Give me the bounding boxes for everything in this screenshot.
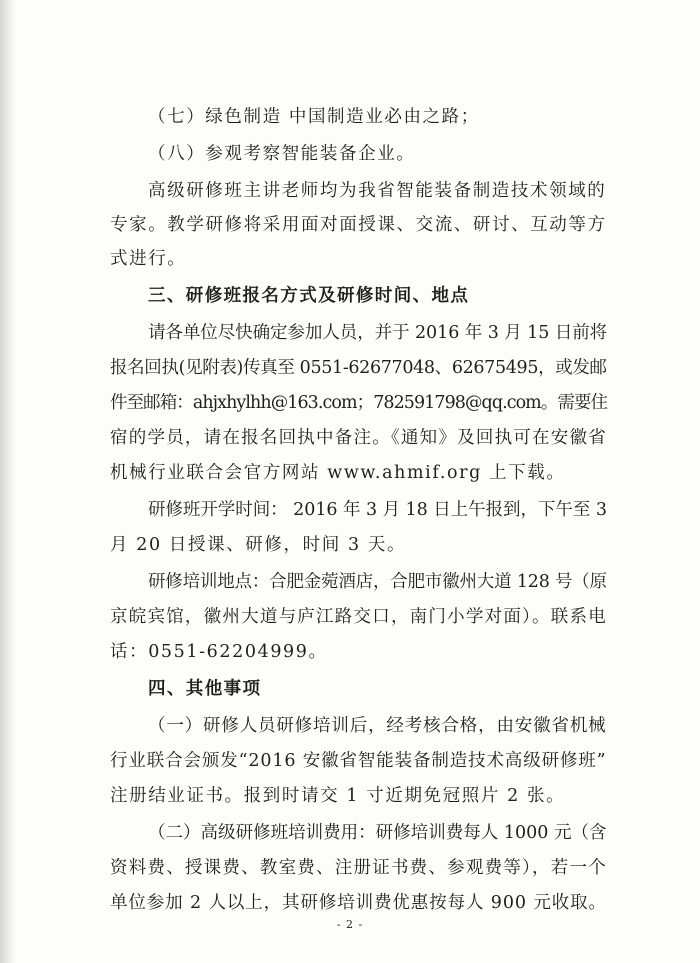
paragraph-line: 行业联合会颁发“2016 安徽省智能装备制造技术高级研修班”: [110, 751, 607, 771]
paragraph-line: 月 20 日授课、研修，时间 3 天。: [110, 535, 407, 555]
paragraph-line: 式进行。: [110, 249, 187, 269]
paragraph-line: 话：0551-62204999。: [110, 642, 328, 662]
paragraph-line: 宿的学员，请在报名回执中备注。《通知》及回执可在安徽省: [110, 428, 607, 448]
paragraph-line: 研修班开学时间： 2016 年 3 月 18 日上午报到，下午至 3: [148, 500, 607, 520]
paragraph-line: 请各单位尽快确定参加人员，并于 2016 年 3 月 15 日前将: [148, 323, 608, 343]
paragraph-line: 资料费、授课费、教室费、注册证书费、参观费等），若一个: [110, 858, 607, 878]
paragraph-line: 件至邮箱：ahjxhylhh@163.com；782591798@qq.com。需要住: [110, 393, 608, 413]
paragraph-line: 注册结业证书。报到时请交 1 寸近期免冠照片 2 张。: [110, 786, 566, 806]
section-heading-registration: 三、研修班报名方式及研修时间、地点: [148, 286, 470, 306]
paragraph-line: （二）高级研修班培训费用：研修培训费每人 1000 元（含: [148, 823, 607, 843]
paragraph-line: （一）研修人员研修培训后，经考核合格，由安徽省机械: [148, 716, 607, 736]
paragraph-line: 京皖宾馆，徽州大道与庐江路交口，南门小学对面）。联系电: [110, 607, 607, 627]
list-item-eight: （八）参观考察智能装备企业。: [148, 144, 416, 164]
page-number: - 2 -: [336, 918, 364, 931]
paragraph-line: 机械行业联合会官方网站 www.ahmif.org 上下载。: [110, 463, 566, 483]
section-heading-other: 四、其他事项: [148, 679, 262, 699]
paragraph-line: 高级研修班主讲老师均为我省智能装备制造技术领域的: [148, 181, 607, 201]
paragraph-line: 专家。教学研修将采用面对面授课、交流、研讨、互动等方: [110, 215, 607, 235]
paragraph-line: 报名回执(见附表)传真至 0551-62677048、62675495，或发邮: [110, 358, 607, 378]
paragraph-line: 研修培训地点：合肥金菀酒店，合肥市徽州大道 128 号（原: [148, 572, 607, 592]
list-item-seven: （七）绿色制造 中国制造业必由之路；: [148, 107, 480, 127]
paragraph-line: 单位参加 2 人以上，其研修培训费优惠按每人 900 元收取。: [110, 893, 607, 913]
